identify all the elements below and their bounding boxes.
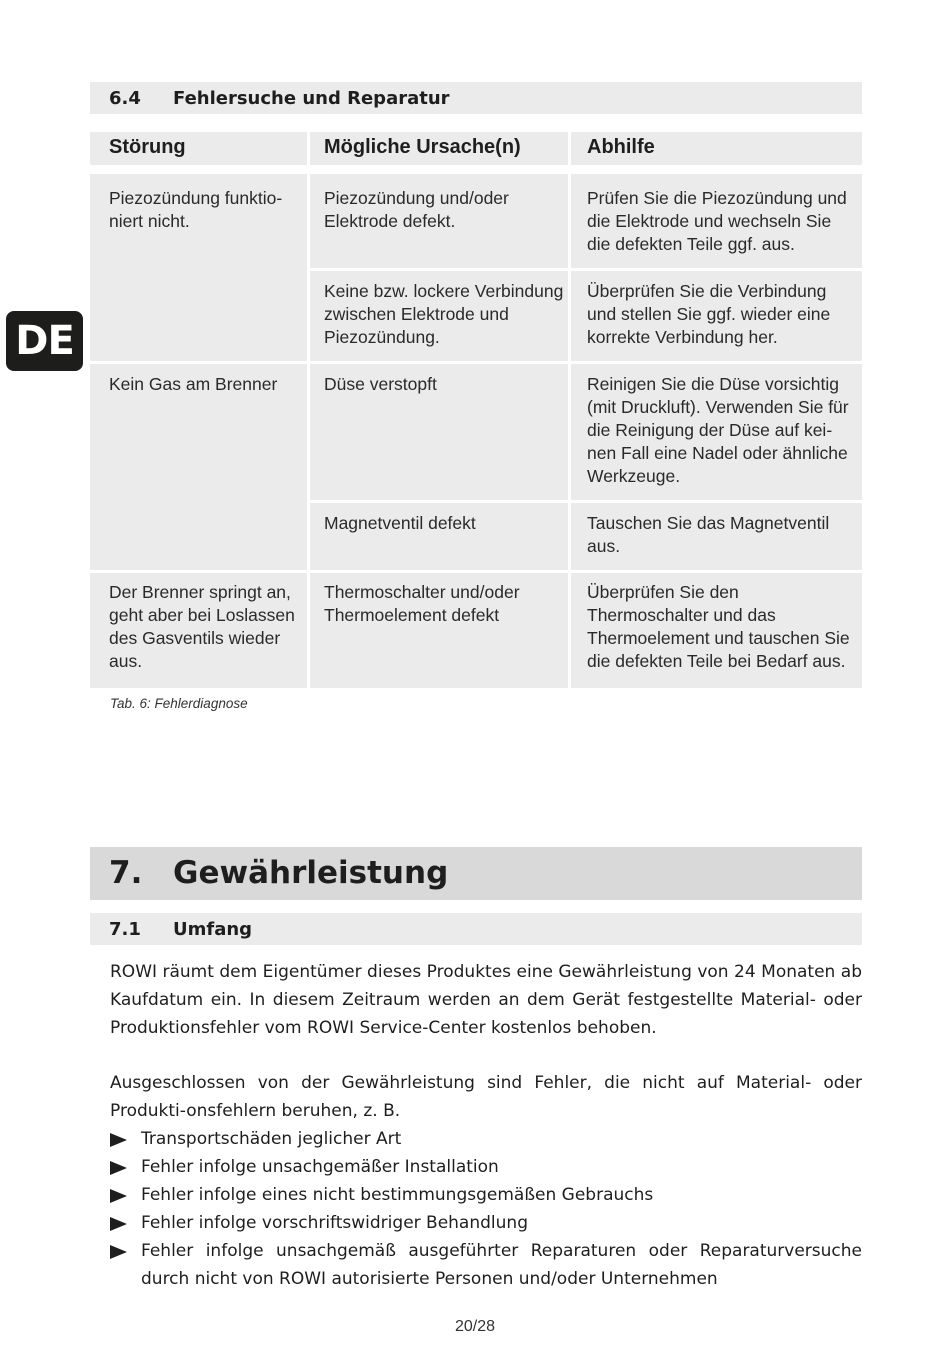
exclusion-list bbox=[110, 1125, 862, 1293]
list-item-text: Fehler infolge eines nicht bestimmungsgemäßen Gebrauchs bbox=[141, 1185, 654, 1205]
triangle-bullet-icon bbox=[110, 1189, 127, 1203]
language-tab-de: DE bbox=[6, 311, 83, 371]
table-caption: Tab. 6: Fehlerdiagnose bbox=[110, 696, 248, 711]
table-cell-ursache bbox=[310, 364, 568, 500]
section-heading-7-1 bbox=[90, 913, 862, 945]
chapter-number: 7. bbox=[109, 855, 143, 891]
chapter-heading-7 bbox=[90, 847, 862, 900]
table-cell-ursache bbox=[310, 174, 568, 268]
cell-text: Überprüfen Sie die Verbindung und stellen Sie ggf. wieder eine korrekte Verbindung her. bbox=[587, 281, 831, 347]
paragraph: ROWI räumt dem Eigentümer dieses Produktes eine Gewährleistung von 24 Monaten ab Kaufdatum ein. In diesem Zeitraum werden an dem Gerät festgestellte Material- oder Produktionsfehler vom ROWI Service-Center kostenlos behoben. bbox=[110, 962, 862, 1038]
page-number: 20/28 bbox=[454, 1318, 496, 1335]
paragraph: Ausgeschlossen von der Gewährleistung sind Fehler, die nicht auf Material- oder Produkti-onsfehlern beruhen, z. B. bbox=[110, 1073, 862, 1121]
table-header-abhilfe: Abhilfe bbox=[571, 132, 862, 165]
section-title: Umfang bbox=[173, 919, 253, 940]
table-cell-stoerung bbox=[90, 573, 307, 688]
list-item-text: Transportschäden jeglicher Art bbox=[141, 1129, 402, 1149]
list-item-text: Fehler infolge vorschriftswidriger Behandlung bbox=[141, 1213, 528, 1233]
cell-text: Der Brenner springt an, geht aber bei Loslassen des Gasventils wieder aus. bbox=[109, 582, 295, 671]
list-item-text: Fehler infolge unsachgemäß ausgeführter Reparaturen oder Reparaturversuche durch nicht von ROWI autorisierte Personen und/oder Unternehmen bbox=[141, 1241, 862, 1289]
table-cell-abhilfe bbox=[571, 573, 862, 688]
cell-text: Überprüfen Sie den Thermoschalter und das Thermoelement und tauschen Sie die defekten Teile bei Bedarf aus. bbox=[587, 582, 850, 671]
cell-text: Keine bzw. lockere Verbindung zwischen Elektrode und Piezozündung. bbox=[324, 281, 564, 347]
cell-text: Thermoschalter und/oder Thermoelement defekt bbox=[324, 582, 520, 625]
list-item bbox=[110, 1237, 862, 1293]
table-cell-abhilfe bbox=[571, 271, 862, 361]
list-item bbox=[110, 1181, 862, 1209]
list-item bbox=[110, 1153, 862, 1181]
cell-text: Kein Gas am Brenner bbox=[109, 374, 278, 394]
table-cell-ursache bbox=[310, 573, 568, 688]
cell-text: Piezozündung und/oder Elektrode defekt. bbox=[324, 188, 509, 231]
list-item bbox=[110, 1125, 862, 1153]
list-item-text: Fehler infolge unsachgemäßer Installation bbox=[141, 1157, 499, 1177]
triangle-bullet-icon bbox=[110, 1217, 127, 1231]
list-item bbox=[110, 1209, 862, 1237]
table-cell-ursache bbox=[310, 271, 568, 361]
table-cell-abhilfe bbox=[571, 364, 862, 500]
triangle-bullet-icon bbox=[110, 1133, 127, 1147]
cell-text: Düse verstopft bbox=[324, 374, 437, 394]
table-cell-stoerung bbox=[90, 174, 307, 361]
cell-text: Prüfen Sie die Piezozündung und die Elektrode und wechseln Sie die defekten Teile ggf. aus. bbox=[587, 188, 847, 254]
triangle-bullet-icon bbox=[110, 1245, 127, 1259]
table-cell-abhilfe bbox=[571, 174, 862, 268]
cell-text: Piezozündung funktio- niert nicht. bbox=[109, 188, 283, 231]
cell-text: Tauschen Sie das Magnetventil aus. bbox=[587, 513, 830, 556]
table-header-stoerung: Störung bbox=[90, 132, 307, 165]
section-title: Fehlersuche und Reparatur bbox=[173, 88, 450, 109]
table-cell-stoerung bbox=[90, 364, 307, 570]
triangle-bullet-icon bbox=[110, 1161, 127, 1175]
section-heading-6-4 bbox=[90, 82, 862, 114]
section-number: 7.1 bbox=[109, 919, 141, 940]
chapter-title: Gewährleistung bbox=[173, 855, 449, 891]
section-number: 6.4 bbox=[109, 88, 141, 109]
cell-text: Magnetventil defekt bbox=[324, 513, 476, 533]
table-header-ursachen: Mögliche Ursache(n) bbox=[310, 132, 568, 165]
table-cell-abhilfe bbox=[571, 503, 862, 570]
cell-text: Reinigen Sie die Düse vorsichtig (mit Druckluft). Verwenden Sie für die Reinigung der Düse auf kei- nen Fall eine Nadel oder ähnliche Werkzeuge. bbox=[587, 374, 849, 486]
table-cell-ursache bbox=[310, 503, 568, 570]
